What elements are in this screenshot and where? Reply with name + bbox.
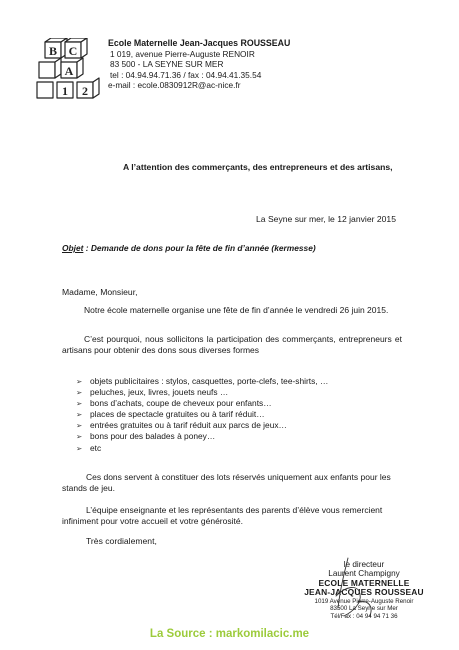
paragraph-1: Notre école maternelle organise une fête de fin d’année le vendredi 26 juin 2015. [84,305,389,315]
donation-list [76,376,328,454]
arrow-bullet-icon: ➢ [76,443,83,453]
stamp-line: JEAN-JACQUES ROUSSEAU [304,587,424,598]
closing: Très cordialement, [86,536,157,546]
salutation: Madame, Monsieur, [62,287,138,297]
list-item: ➢ entrées gratuites ou à tarif réduit aux parcs de jeux… [76,420,287,431]
list-item: ➢ bons d’achats, coupe de cheveux pour enfants… [76,398,272,409]
handwritten-signature [300,556,390,626]
alphabet-blocks-logo [35,38,101,100]
arrow-bullet-icon: ➢ [76,410,83,420]
logo-letter: 1 [62,84,68,98]
arrow-bullet-icon: ➢ [76,377,83,386]
email[interactable]: e-mail : ecole.0830912R@ac-nice.fr [108,80,241,91]
arrow-bullet-icon: ➢ [76,421,83,431]
paragraph-3: Ces dons servent à constituer des lots réservés uniquement aux enfants pour les stands de jeu. [62,472,391,494]
logo-letter: B [48,44,58,58]
list-item: ➢ etc [76,442,102,453]
letterhead [108,38,290,91]
paragraph-2: C’est pourquoi, nous sollicitons la participation des commerçants, entrepreneurs et artisans pour obtenir des dons sous diverses formes [62,334,402,356]
logo-letter: C [68,44,78,58]
list-item: ➢ peluches, jeux, livres, jouets neufs … [76,387,229,398]
arrow-bullet-icon: ➢ [76,399,83,409]
source-footer[interactable]: La Source : markomilacic.me [149,628,310,640]
logo-letter: 2 [82,84,88,98]
subject-text: : Demande de dons pour la fête de fin d’année (kermesse) [83,243,316,253]
addressee: A l’attention des commerçants, des entrepreneurs et des artisans, [123,162,393,172]
arrow-bullet-icon: ➢ [76,388,83,398]
address-line2: 83 500 - LA SEYNE SUR MER [110,59,224,70]
signatory-title: le directeur [343,560,385,569]
list-item: ➢ objets publicitaires : stylos, casquettes, porte-clefs, tee-shirts, … [76,376,329,386]
signatory-name: Laurent Champigny [328,569,400,579]
stamp-line: 1019 Avenue Pierre-Auguste Renoir [314,597,414,605]
tel-fax: tel : 04.94.94.71.36 / fax : 04.94.41.35.54 [110,69,262,80]
subject-line [62,243,316,253]
address-line1: 1 019, avenue Pierre-Auguste RENOIR [110,48,255,59]
stamp-line: 83500 La Seyne sur Mer [330,605,398,613]
subject-label: Objet [62,243,84,253]
list-item: ➢ bons pour des balades à poney… [76,431,216,442]
place-date: La Seyne sur mer, le 12 janvier 2015 [256,214,396,224]
logo-letter: A [64,64,74,78]
school-name: Ecole Maternelle Jean-Jacques ROUSSEAU [108,38,291,48]
paragraph-4: L’équipe enseignante et les représentants des parents d’élève vous remercient infiniment pour votre accueil et votre générosité. [62,505,383,527]
list-item: ➢ places de spectacle gratuites ou à tarif réduit… [76,409,265,420]
stamp-line: ECOLE MATERNELLE [318,577,410,588]
stamp-line: Tél/Fax : 04 94 94 71 36 [330,612,398,620]
arrow-bullet-icon: ➢ [76,432,83,442]
